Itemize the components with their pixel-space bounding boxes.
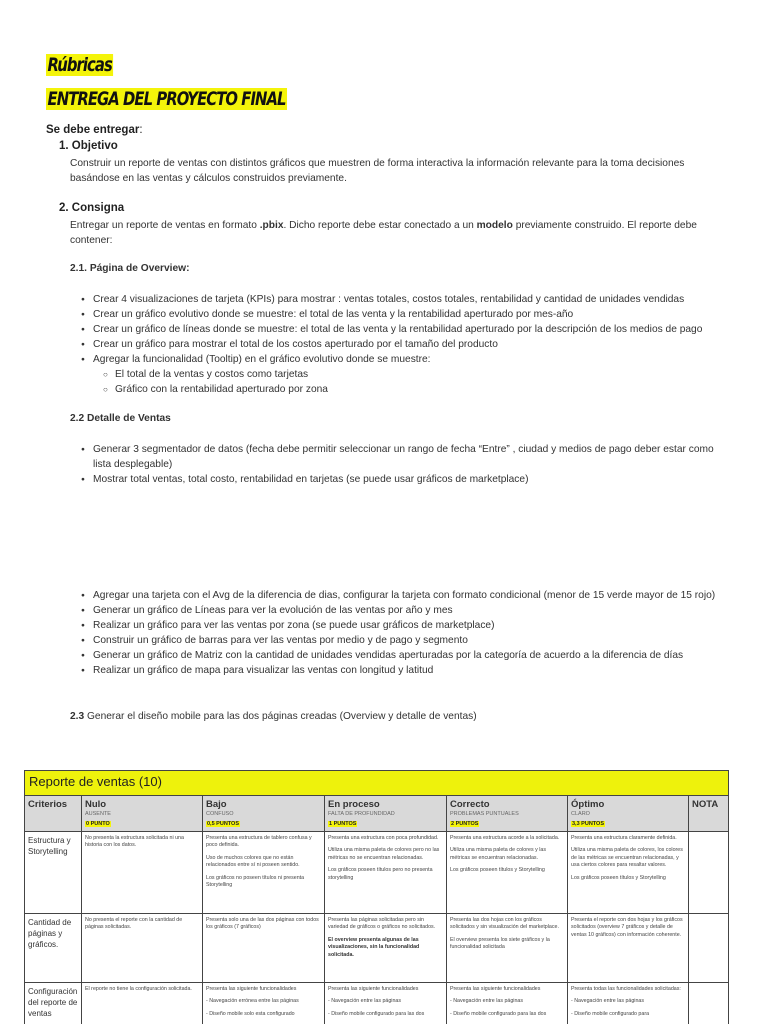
list-item: ● Crear 4 visualizaciones de tarjeta (KPIs) para mostrar : ventas totales, costos totales, rentabilidad y cantidad de unidades vendidas: [81, 292, 741, 307]
table-row: [25, 914, 729, 983]
proceso-cell: Presenta las siguiente funcionalidades - Navegación entre las páginas - Diseño mobile configurado para las dos: [325, 983, 447, 1024]
page-subtitle: ENTREGA DEL PROYECTO FINAL: [47, 88, 286, 110]
optimo-cell: Presenta una estructura claramente definida. Utiliza una misma paleta de colores, los colores de las métricas se encuentran relacionadas, y usa ciertos colores para resaltar valores. Los gráficos poseen títulos y Storytelling: [568, 832, 689, 914]
criterio-cell: Estructura y Storytelling: [25, 832, 82, 914]
nulo-cell: El reporte no tiene la configuración solicitada.: [82, 983, 203, 1024]
intro-text: Se debe entregar:: [46, 124, 143, 136]
optimo-cell: Presenta el reporte con dos hojas y los gráficos solicitados (overview 7 gráficos y detalle de ventas 10 gráficos) con información coherente.: [568, 914, 689, 983]
nota-cell[interactable]: [689, 914, 729, 983]
detalle-heading: 2.2 Detalle de Ventas: [70, 413, 171, 424]
header-nota: NOTA: [689, 796, 729, 832]
consigna-heading: 2. Consigna: [59, 202, 125, 214]
header-optimo: Óptimo CLARO 3,3 PUNTOS: [568, 796, 689, 832]
bajo-cell: Presenta solo una de las dos páginas con todos los gráficos (7 gráficos): [203, 914, 325, 983]
list-item: ● Agregar la funcionalidad (Tooltip) en el gráfico evolutivo donde se muestre: ○ El total de la ventas y costos como tarjetas ○ Gráfico con la rentabilidad aperturado por zona: [81, 352, 741, 397]
list-item: ● Crear un gráfico de líneas donde se muestre: el total de las venta y la rentabilidad aperturado por la descripción de los medios de pago: [81, 322, 741, 337]
table-row: [25, 983, 729, 1024]
list-item: ● Realizar un gráfico para ver las ventas por zona (se puede usar gráficos de marketplace): [81, 618, 721, 633]
list-subitem: ○ El total de la ventas y costos como tarjetas: [103, 367, 741, 382]
header-en-proceso: En proceso FALTA DE PROFUNDIDAD 1 PUNTOS: [325, 796, 447, 832]
objective-text: Construir un reporte de ventas con distintos gráficos que muestren de forma interactiva la información relevante para la toma decisiones basándose en las ventas y cálculos construidos previamente.: [70, 158, 685, 184]
consigna-text: Entregar un reporte de ventas en formato .pbix. Dicho reporte debe estar conectado a un modelo previamente construido. El reporte debe contener:: [70, 220, 697, 246]
nulo-cell: No presenta el reporte con la cantidad de páginas solicitadas.: [82, 914, 203, 983]
list-item: ● Generar un gráfico de Líneas para ver la evolución de las ventas por año y mes: [81, 603, 721, 618]
correcto-cell: Presenta una estructura acorde a la solicitada. Utiliza una misma paleta de colores y las métricas se encuentran relacionadas. Los gráficos poseen títulos y Storytelling: [447, 832, 568, 914]
proceso-cell: Presenta las páginas solicitadas pero sin variedad de gráficos o gráficos no solicitados. El overview presenta algunas de las visualizaciones, sin la funcionalidad solicitada.: [325, 914, 447, 983]
correcto-cell: Presenta las siguiente funcionalidades - Navegación entre las páginas - Diseño mobile configurado para las dos: [447, 983, 568, 1024]
bajo-cell: Presenta las siguiente funcionalidades - Navegación errónea entre las páginas - Diseño mobile solo esta configurado: [203, 983, 325, 1024]
optimo-cell: Presenta todas las funcionalidades solicitadas: - Navegación entre las páginas - Diseño mobile configurado para: [568, 983, 689, 1024]
criterio-cell: Configuración del reporte de ventas: [25, 983, 82, 1024]
list-item: ● Construir un gráfico de barras para ver las ventas por medio y de pago y segmento: [81, 633, 721, 648]
criterio-cell: Cantidad de páginas y gráficos.: [25, 914, 82, 983]
detalle-list-2: [81, 588, 721, 678]
list-item: ● Generar un gráfico de Matriz con la cantidad de unidades vendidas aperturadas por la categoría de acuerdo a la diferencia de días: [81, 648, 721, 663]
overview-list: [81, 292, 741, 397]
objective-heading: 1. Objetivo: [59, 140, 118, 152]
nota-cell[interactable]: [689, 832, 729, 914]
list-item: ● Crear un gráfico para mostrar el total de los costos aperturado por el tamaño del producto: [81, 337, 741, 352]
page-title: Rúbricas: [47, 54, 112, 76]
list-subitem: ○ Gráfico con la rentabilidad aperturado por zona: [103, 382, 741, 397]
nulo-cell: No presenta la estructura solicitada ni una historia con los datos.: [82, 832, 203, 914]
list-item: ● Agregar una tarjeta con el Avg de la diferencia de dias, configurar la tarjeta con formato condicional (menor de 15 verde mayor de 15 rojo): [81, 588, 721, 603]
nota-cell[interactable]: [689, 983, 729, 1024]
header-correcto: Correcto PROBLEMAS PUNTUALES 2 PUNTOS: [447, 796, 568, 832]
rubric-table: [24, 770, 729, 1024]
detalle-list-1: [81, 442, 721, 487]
header-criterios: Criterios: [25, 796, 82, 832]
table-header-row: [25, 796, 729, 832]
mobile-text: 2.3 Generar el diseño mobile para las dos páginas creadas (Overview y detalle de ventas): [70, 711, 477, 722]
table-row: [25, 832, 729, 914]
overview-heading: 2.1. Página de Overview:: [70, 263, 190, 274]
table-caption: Reporte de ventas (10): [25, 771, 729, 796]
proceso-cell: Presenta una estructura con poca profundidad. Utiliza una misma paleta de colores pero no las métricas no se encuentran relacionadas. Los gráficos poseen títulos pero no presenta storytelling: [325, 832, 447, 914]
list-item: ● Realizar un gráfico de mapa para visualizar las ventas con longitud y latitud: [81, 663, 721, 678]
list-item: ● Generar 3 segmentador de datos (fecha debe permitir seleccionar un rango de fecha “Entre” , ciudad y medios de pago deber estar como lista desplegable): [81, 442, 721, 472]
header-bajo: Bajo CONFUSO 0,5 PUNTOS: [203, 796, 325, 832]
correcto-cell: Presenta las dos hojas con los gráficos solicitados y sin visualización del marketplace. El overview presenta los siete gráficos y la funcionalidad solicitada: [447, 914, 568, 983]
list-item: ● Mostrar total ventas, total costo, rentabilidad en tarjetas (se puede usar gráficos de marketplace): [81, 472, 721, 487]
bajo-cell: Presenta una estructura de tablero confusa y poco definida. Uso de muchos colores que no están relacionados entre sí ni poseen sentido. Los gráficos no poseen títulos ni presenta Storytelling: [203, 832, 325, 914]
list-item: ● Crear un gráfico evolutivo donde se muestre: el total de las venta y la rentabilidad aperturado por mes-año: [81, 307, 741, 322]
header-nulo: Nulo AUSENTE 0 PUNTO: [82, 796, 203, 832]
